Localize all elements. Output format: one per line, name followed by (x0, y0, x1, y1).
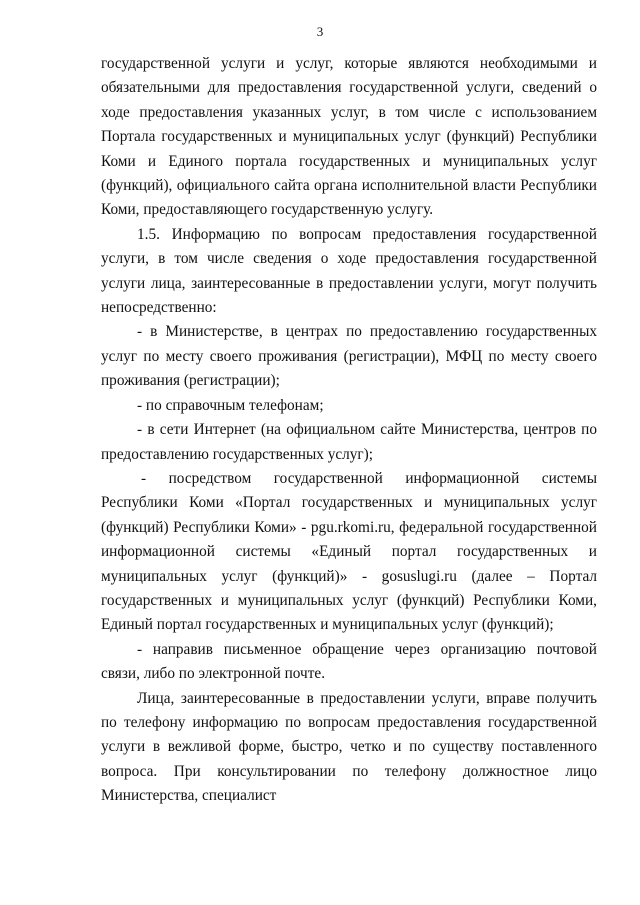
list-item-internet: - в сети Интернет (на официальном сайте Министерства, центров по предоставлению государственных услуг); (101, 421, 597, 463)
list-item-mail: - направив письменное обращение через организацию почтовой связи, либо по электронной почте. (101, 640, 597, 683)
list-item-portal: - посредством государственной информационной системы Республики Коми «Портал государственных и муниципальных услуг (функций) Республики Коми» - pgu.rkomi.ru, федеральной государственной информационной системы «Единый портал государственных и муниципальных услуг (функций)» - gosuslugi.ru (далее – Портал государственных и муниципальных услуг (функций) Республики Коми, Единый портал государственных и муниципальных услуг (функций); (101, 469, 597, 634)
paragraph-continuation: государственной услуги и услуг, которые являются необходимыми и обязательными для предоставления государственной услуги, сведений о ходе предоставления указанных услуг, в том числе с использованием Портала государственных и муниципальных услуг (функций) Республики Коми и Единого портала государственных и муниципальных услуг (функций), официального сайта органа исполнительной власти Республики Коми, предоставляющего государственную услугу. (101, 55, 597, 219)
paragraph-1-5: 1.5. Информацию по вопросам предоставления государственной услуги, в том числе сведения о ходе предоставления государственной услуги лица, заинтересованные в предоставлении услуги, могут получить непосредственно: (101, 225, 597, 317)
list-item-phones: - по справочным телефонам; (137, 396, 324, 414)
paragraph-phone-consultation: Лица, заинтересованные в предоставлении услуги, вправе получить по телефону информацию по вопросам предоставления государственной услуги в вежливой форме, быстро, четко и по существу поставленного вопроса. При консультировании по телефону должностное лицо Министерства, специалист (101, 689, 597, 805)
list-item-ministry: - в Министерстве, в центрах по предоставлению государственных услуг по месту своего проживания (регистрации), МФЦ по месту своего проживания (регистрации); (101, 323, 597, 390)
document-body (101, 52, 597, 809)
page-number: 3 (316, 24, 324, 39)
